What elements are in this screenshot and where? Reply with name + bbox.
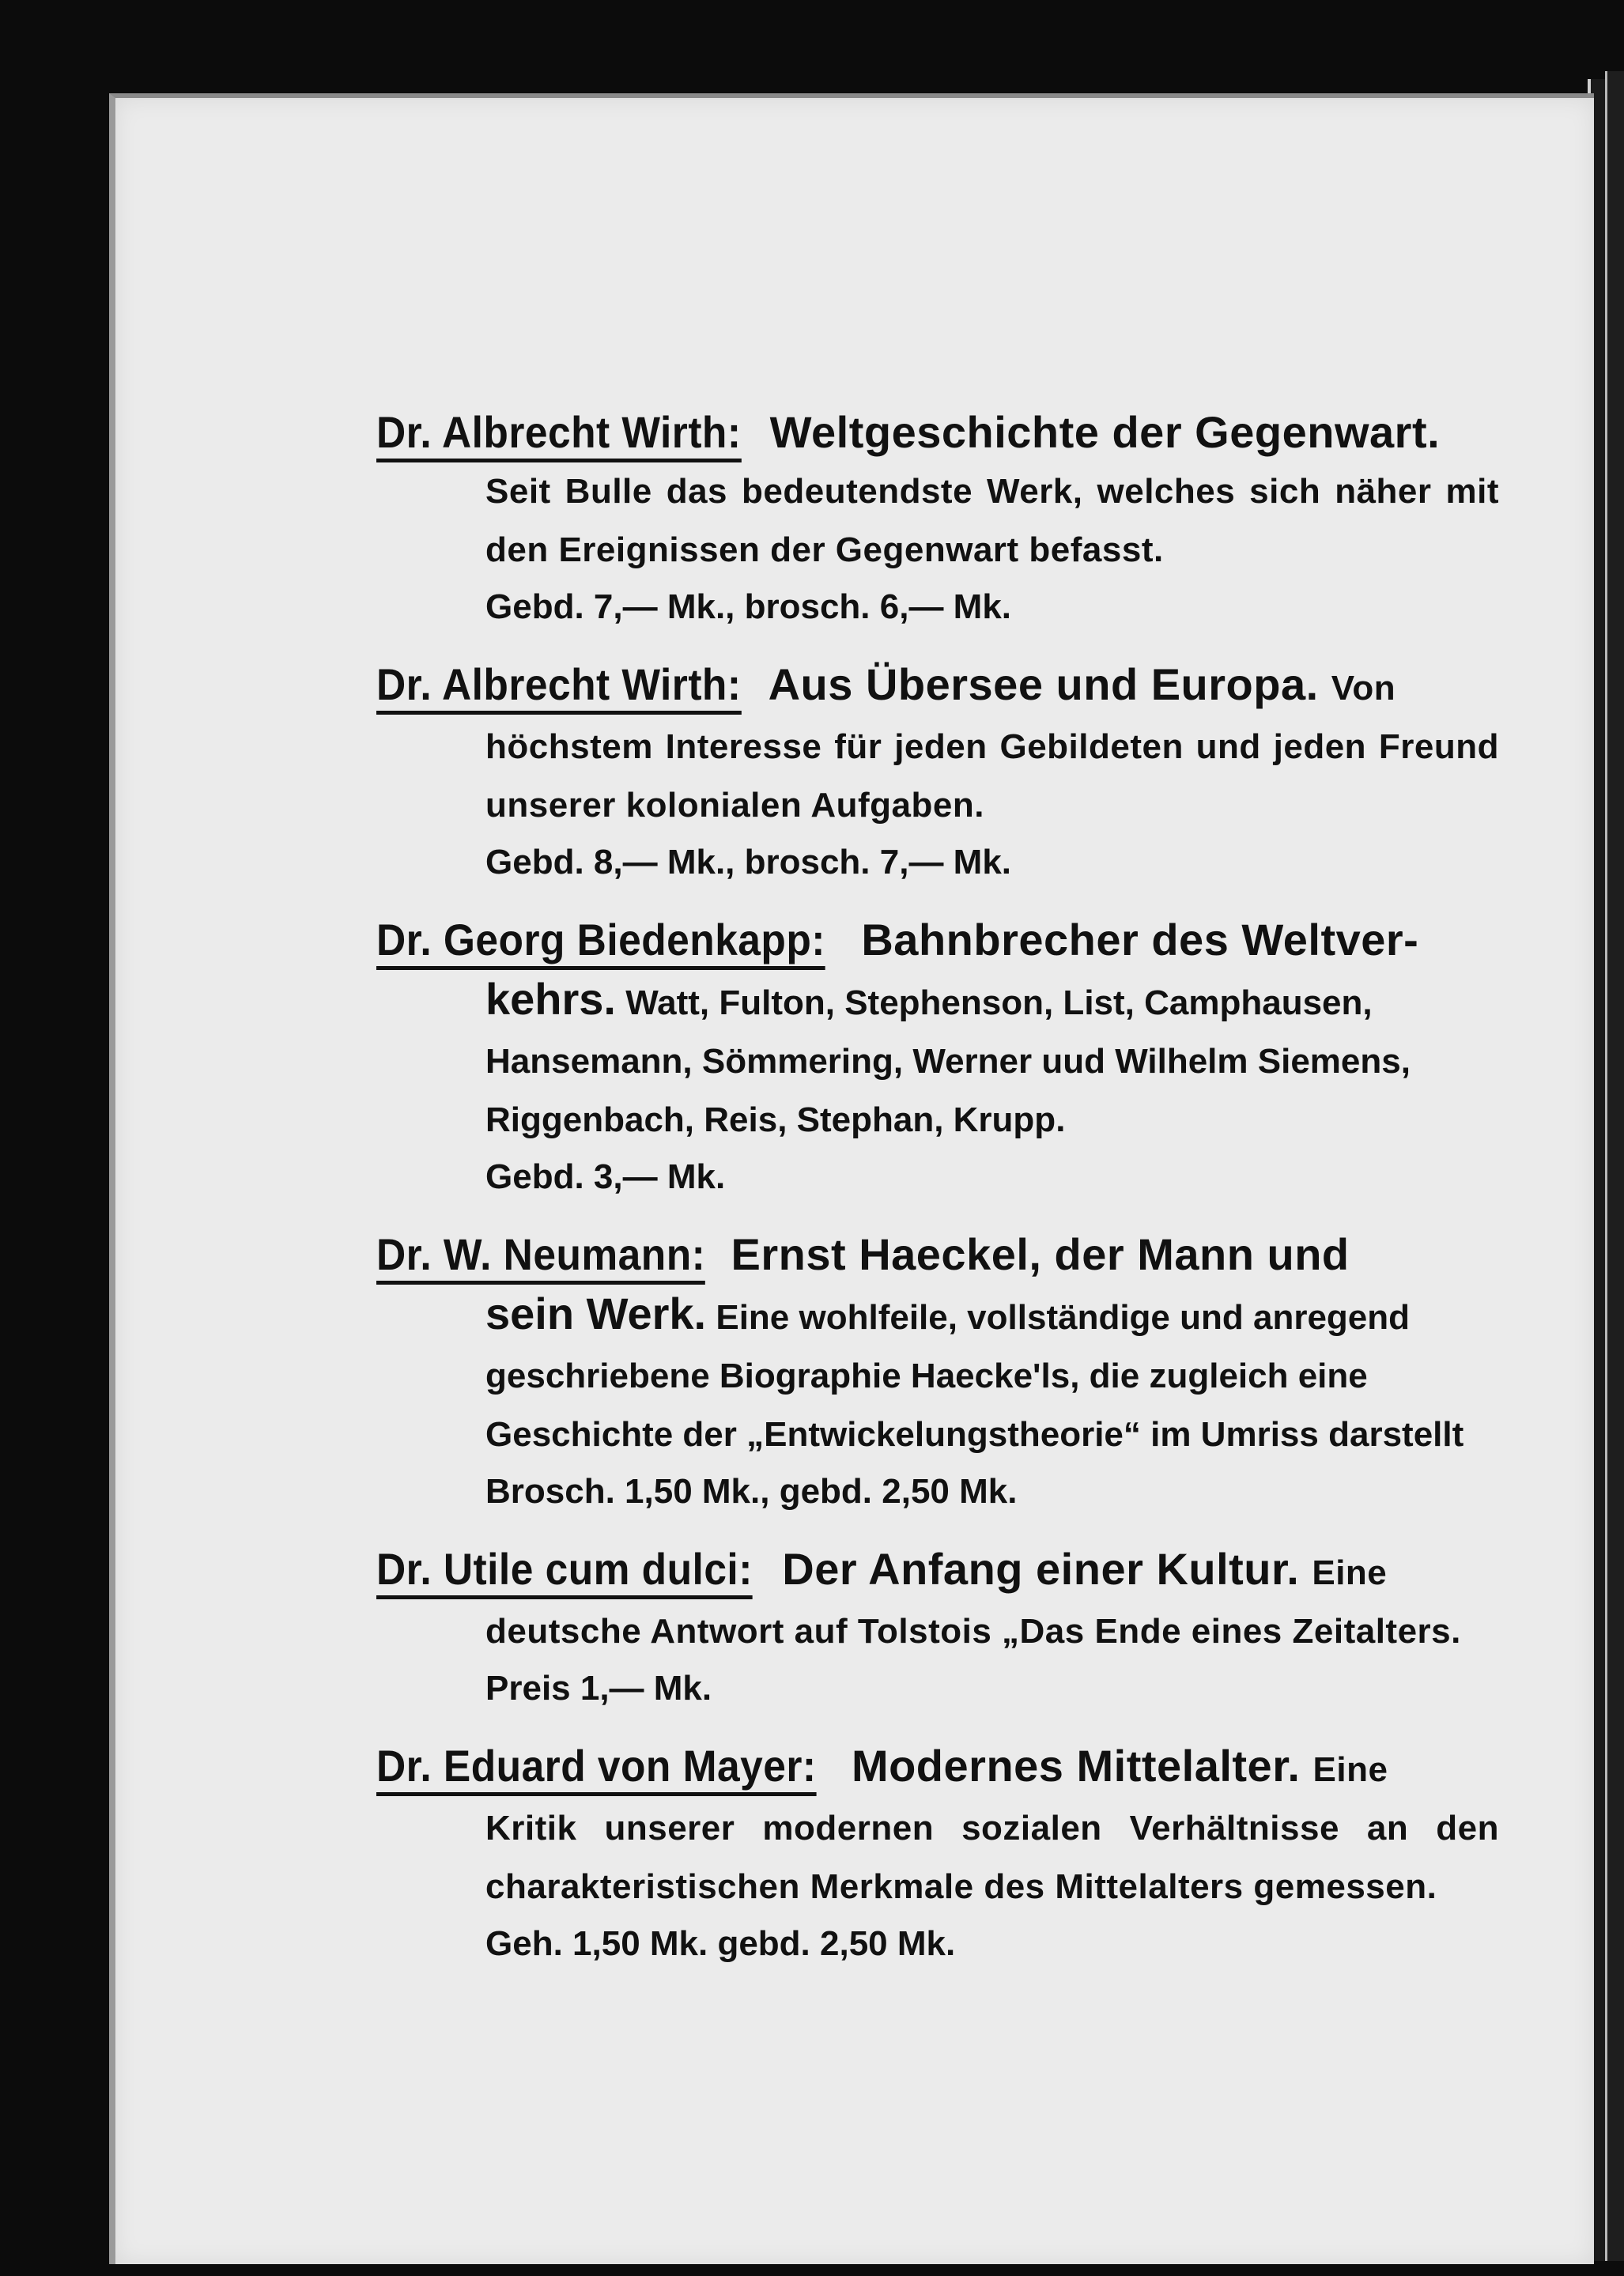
book-description: Watt, Fulton, Stephenson, List, Camphausen, Hansemann, Sömmering, Werner uud Wilhelm Siemens, Riggenbach, Reis, Stephan, Krupp. [485,983,1411,1139]
book-title-continuation: kehrs. [485,974,616,1024]
book-description: Eine wohlfeile, vollständige und anregend geschriebene Biographie Haecke'ls, die zugleich eine Geschichte der „Entwickelungstheorie“ im Umriss darstellt [485,1298,1464,1454]
book-title-continuation: sein Werk. [485,1289,707,1338]
book-description: Seit Bulle das bedeutendste Werk, welches sich näher mit den Ereignissen der Gegenwart befasst. [485,472,1499,569]
author-name: Dr. Georg Biedenkapp: [376,914,825,970]
description-lead: Von [1331,669,1396,708]
book-entry [376,655,1499,890]
book-entry [376,1737,1499,1972]
description-lead: Eine [1312,1553,1388,1592]
book-entry [376,1540,1499,1716]
book-price: Gebd. 8,— Mk., brosch. 7,— Mk. [485,843,1012,881]
author-name: Dr. Albrecht Wirth: [376,659,741,715]
book-price: Geh. 1,50 Mk. gebd. 2,50 Mk. [485,1924,956,1963]
author-name: Dr. W. Neumann: [376,1229,705,1285]
entry-headline [376,1225,1499,1285]
book-title: Bahnbrecher des Weltver- [861,915,1419,964]
book-price: Preis 1,— Mk. [485,1669,712,1708]
author-name: Dr. Albrecht Wirth: [376,406,741,462]
book-description-block [485,1285,1499,1464]
description-lead: Eine [1312,1750,1388,1789]
book-entry [376,1225,1499,1519]
book-title: Weltgeschichte der Gegenwart. [769,407,1441,457]
book-entry [376,403,1499,635]
book-price: Gebd. 7,— Mk., brosch. 6,— Mk. [485,587,1012,626]
book-title: Modernes Mittelalter. [851,1741,1301,1791]
book-title: Ernst Haeckel, der Mann und [731,1229,1350,1279]
book-title: Aus Übersee und Europa. [768,659,1319,709]
book-price: Gebd. 3,— Mk. [485,1157,726,1196]
author-name: Dr. Utile cum dulci: [376,1543,753,1599]
entry-headline [376,1737,1499,1799]
book-description: Kritik unserer modernen sozialen Verhältnisse an den charakteristischen Merkmale des Mittelalters gemessen. [485,1809,1499,1906]
entry-headline [376,655,1499,718]
book-description: höchstem Interesse für jeden Gebildeten und jeden Freund unserer kolonialen Aufgaben. [485,727,1499,825]
entry-headline [376,1540,1499,1602]
book-price: Brosch. 1,50 Mk., gebd. 2,50 Mk. [485,1472,1018,1511]
book-description: deutsche Antwort auf Tolstois „Das Ende eines Zeitalters. [485,1612,1461,1651]
advertisement-list [376,403,1499,1992]
entry-headline [376,403,1499,462]
book-description-block [485,970,1499,1149]
entry-headline [376,911,1499,970]
book-entry [376,911,1499,1205]
next-page-edge [1605,71,1624,2261]
author-name: Dr. Eduard von Mayer: [376,1740,816,1796]
book-title: Der Anfang einer Kultur. [782,1544,1300,1594]
